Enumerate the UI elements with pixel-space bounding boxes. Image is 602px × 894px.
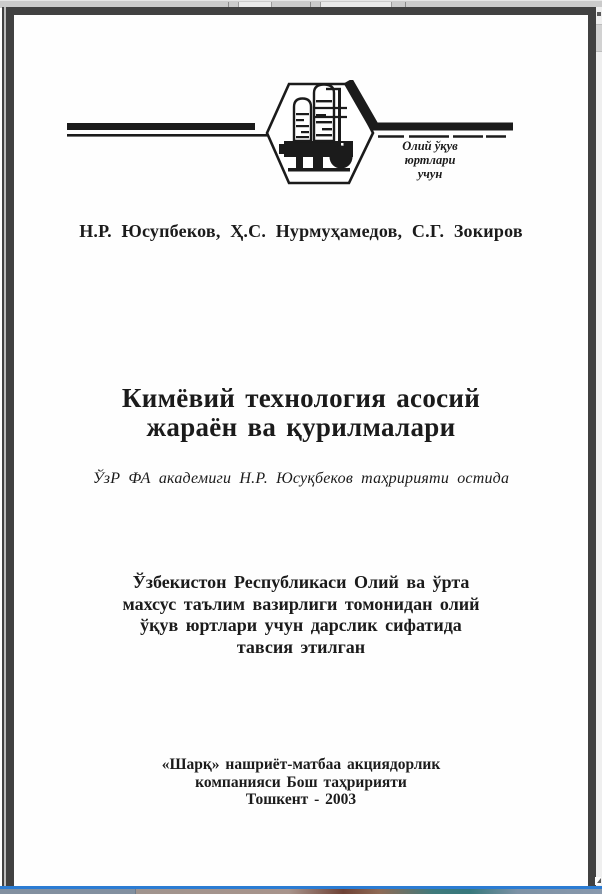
recommendation-line: тавсия этилган <box>236 636 366 657</box>
scrollbar-track[interactable] <box>596 7 602 886</box>
scroll-arrow-icon[interactable] <box>597 12 601 16</box>
authors-line: Н.Р. Юсупбеков, Ҳ.С. Нурмуҳамедов, С.Г. Зокиров <box>79 221 523 241</box>
resize-grip-icon[interactable] <box>595 877 601 885</box>
title-line: жараён ва қурилмалари <box>146 411 456 442</box>
recommendation-line: махсус таълим вазирлиги томонидан олий <box>122 593 480 614</box>
imprint-publisher-line: «Шарқ» нашриёт-матбаа акциядорлик <box>161 756 441 773</box>
publisher-logo <box>60 80 530 192</box>
imprint-city-year-line: Тошкент - 2003 <box>245 791 357 809</box>
book-title <box>14 384 588 441</box>
scan-border-right <box>588 7 596 886</box>
title-line: Кимёвий технология асосий <box>121 383 481 413</box>
logo-caption <box>385 140 475 181</box>
grip-mark <box>597 878 601 883</box>
imprint-company-line: компанияси Бош таҳририяти <box>195 773 407 791</box>
editor-note: ЎзР ФА академиги Н.Р. Юсуқбеков таҳририяти остида <box>92 470 510 487</box>
logo-caption-line: юртлари <box>404 152 456 167</box>
scan-border-left <box>2 7 14 886</box>
taskbar-fragment <box>0 889 136 894</box>
logo-caption-line: учун <box>417 166 443 181</box>
recommendation-note <box>14 572 588 658</box>
imprint <box>14 756 588 809</box>
scan-border-top <box>2 7 596 15</box>
scrollbar-thumb[interactable] <box>596 24 602 52</box>
recommendation-line: Ўзбекистон Республикаси Олий ва ўрта <box>132 572 470 592</box>
recommendation-line: ўқув юртлари учун дарслик сифатида <box>140 615 462 636</box>
scan-border-highlight <box>4 7 6 886</box>
logo-caption-line: Олий ўқув <box>402 139 458 153</box>
